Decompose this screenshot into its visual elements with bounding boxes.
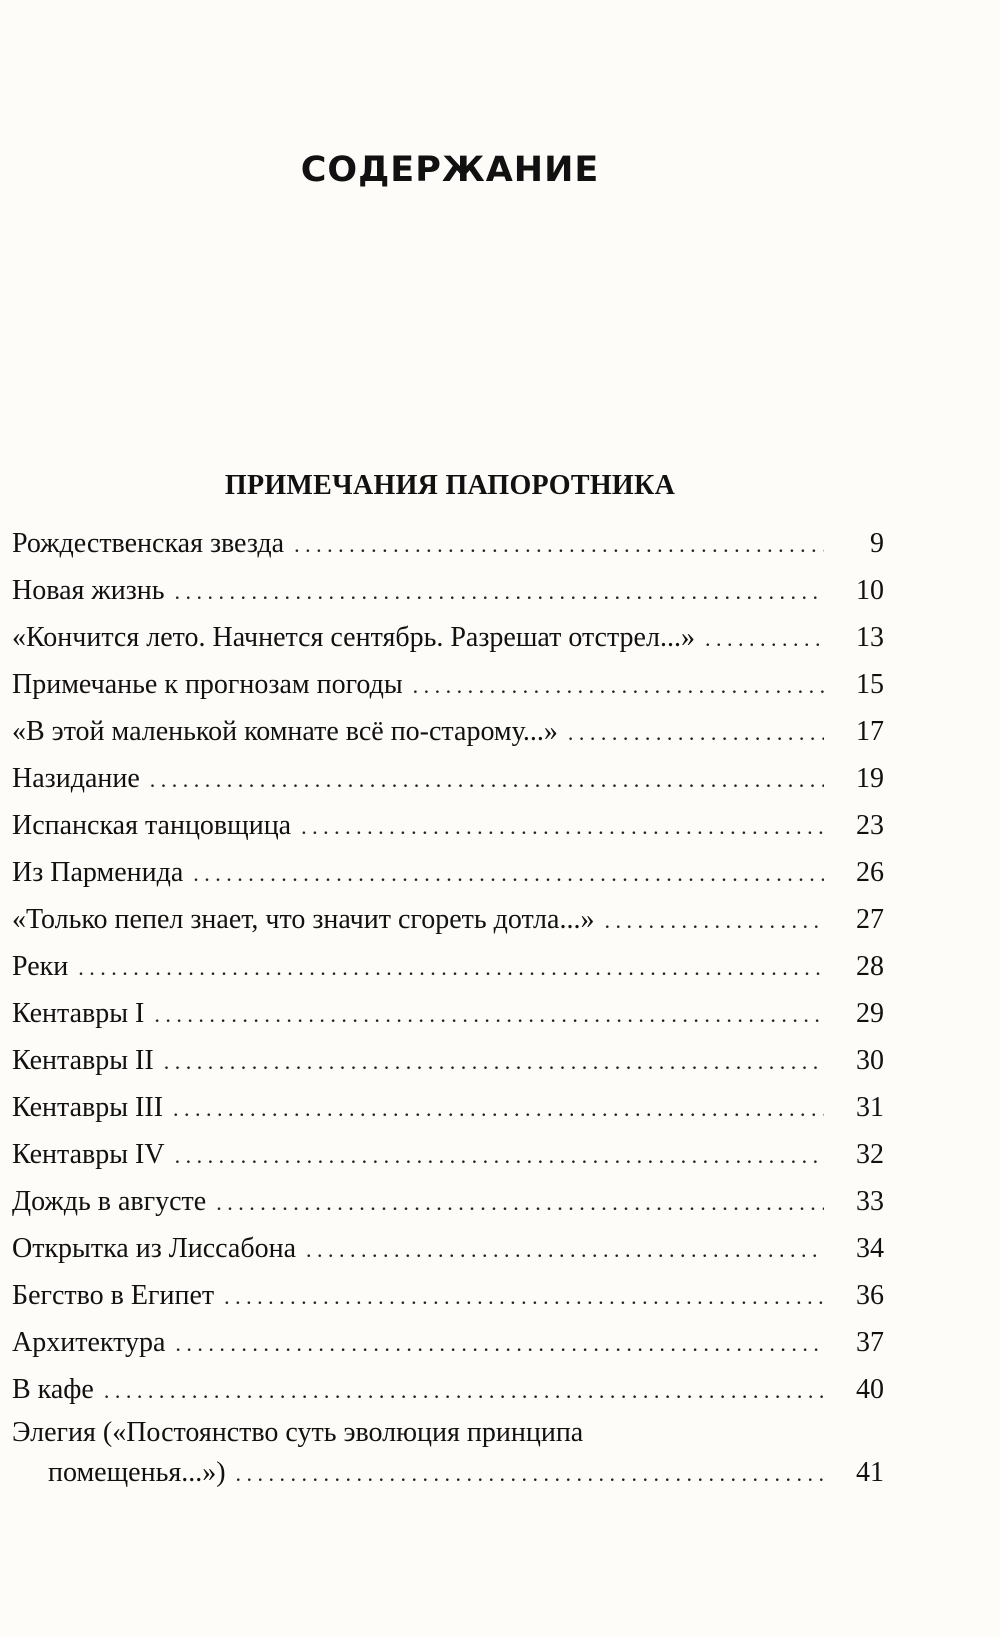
dot-leader <box>216 1179 824 1226</box>
toc-entry-title: Рождественская звезда <box>12 528 285 559</box>
toc-entry-title: «В этой маленькой комнате всё по-старому...» <box>12 716 558 747</box>
toc-entry-title: Кентавры III <box>12 1092 164 1123</box>
dot-leader <box>78 944 824 991</box>
toc-entry-page: 29 <box>856 998 884 1029</box>
toc-entry-title: Открытка из Лиссабона <box>12 1233 297 1264</box>
toc-entry-title: Реки <box>12 951 69 982</box>
toc-entry <box>12 1037 884 1084</box>
toc-entry-page: 9 <box>870 528 884 559</box>
toc-entry-page: 40 <box>856 1374 884 1405</box>
toc-entry <box>12 614 884 661</box>
toc-entry <box>12 1272 884 1319</box>
toc-entry-page: 13 <box>856 622 884 653</box>
toc-entry <box>12 1084 884 1131</box>
toc-entry-page: 19 <box>856 763 884 794</box>
dot-leader <box>294 521 824 568</box>
toc-entry-title: Назидание <box>12 763 140 794</box>
toc-entry-continuation <box>12 1453 884 1493</box>
dot-leader <box>604 897 824 944</box>
toc-entry <box>12 1131 884 1178</box>
toc-entry-title-line-2: помещенья...») <box>48 1457 226 1488</box>
toc-entry-page: 41 <box>856 1457 884 1488</box>
dot-leader <box>236 1454 824 1494</box>
toc-entry-title: Из Парменида <box>12 857 184 888</box>
toc-entry-title: Новая жизнь <box>12 575 165 606</box>
page-title: СОДЕРЖАНИЕ <box>300 150 600 190</box>
toc-entry <box>12 849 884 896</box>
dot-leader <box>413 662 824 709</box>
dot-leader <box>224 1273 824 1320</box>
toc-entry <box>12 1319 884 1366</box>
toc-entry-title: Кентавры IV <box>12 1139 165 1170</box>
dot-leader <box>175 568 824 615</box>
toc-entry-title-line-1: Элегия («Постоянство суть эволюция принципа <box>12 1417 584 1448</box>
toc-entry-page: 36 <box>856 1280 884 1311</box>
toc-entry <box>12 1366 884 1413</box>
toc-entry-page: 10 <box>856 575 884 606</box>
toc-entry-title: Примечанье к прогнозам погоды <box>12 669 403 700</box>
toc-entry-page: 30 <box>856 1045 884 1076</box>
toc-entry-title: Кентавры I <box>12 998 145 1029</box>
dot-leader <box>568 709 824 756</box>
toc-entry-page: 32 <box>856 1139 884 1170</box>
toc-entry <box>12 708 884 755</box>
dot-leader <box>175 1132 824 1179</box>
dot-leader <box>705 615 824 662</box>
toc-entry-page: 26 <box>856 857 884 888</box>
toc-entry-title: Архитектура <box>12 1327 166 1358</box>
toc-entry-multiline <box>12 1413 884 1493</box>
toc-entry <box>12 520 884 567</box>
toc-entry-title: Испанская танцовщица <box>12 810 292 841</box>
toc-entry <box>12 661 884 708</box>
toc-entry-title: Дождь в августе <box>12 1186 207 1217</box>
toc-entry-title: Кентавры II <box>12 1045 154 1076</box>
toc-entry-page: 37 <box>856 1327 884 1358</box>
dot-leader <box>193 850 824 897</box>
toc-entry <box>12 990 884 1037</box>
toc-entry-title: «Кончится лето. Начнется сентябрь. Разрешат отстрел...» <box>12 622 695 653</box>
toc-entry <box>12 896 884 943</box>
toc-entry-title: В кафе <box>12 1374 94 1405</box>
toc-entry-page: 15 <box>856 669 884 700</box>
dot-leader <box>154 991 824 1038</box>
toc-entry <box>12 1225 884 1272</box>
toc-entry <box>12 567 884 614</box>
section-title: ПРИМЕЧАНИЯ ПАПОРОТНИКА <box>224 470 676 501</box>
toc-entry-page: 17 <box>856 716 884 747</box>
toc-entry-page: 23 <box>856 810 884 841</box>
dot-leader <box>173 1085 824 1132</box>
dot-leader <box>104 1367 824 1414</box>
dot-leader <box>164 1038 824 1085</box>
toc-entry <box>12 755 884 802</box>
dot-leader <box>150 756 824 803</box>
dot-leader <box>306 1226 824 1273</box>
toc-entry-title: Бегство в Египет <box>12 1280 215 1311</box>
dot-leader <box>175 1320 824 1367</box>
toc-entry-page: 28 <box>856 951 884 982</box>
toc-entry <box>12 943 884 990</box>
dot-leader <box>301 803 824 850</box>
toc-entry-page: 33 <box>856 1186 884 1217</box>
table-of-contents <box>12 520 884 1493</box>
toc-entry <box>12 802 884 849</box>
toc-entry-title: «Только пепел знает, что значит сгореть дотла...» <box>12 904 595 935</box>
toc-entry-page: 31 <box>856 1092 884 1123</box>
toc-entry-page: 34 <box>856 1233 884 1264</box>
toc-entry-page: 27 <box>856 904 884 935</box>
toc-entry <box>12 1178 884 1225</box>
